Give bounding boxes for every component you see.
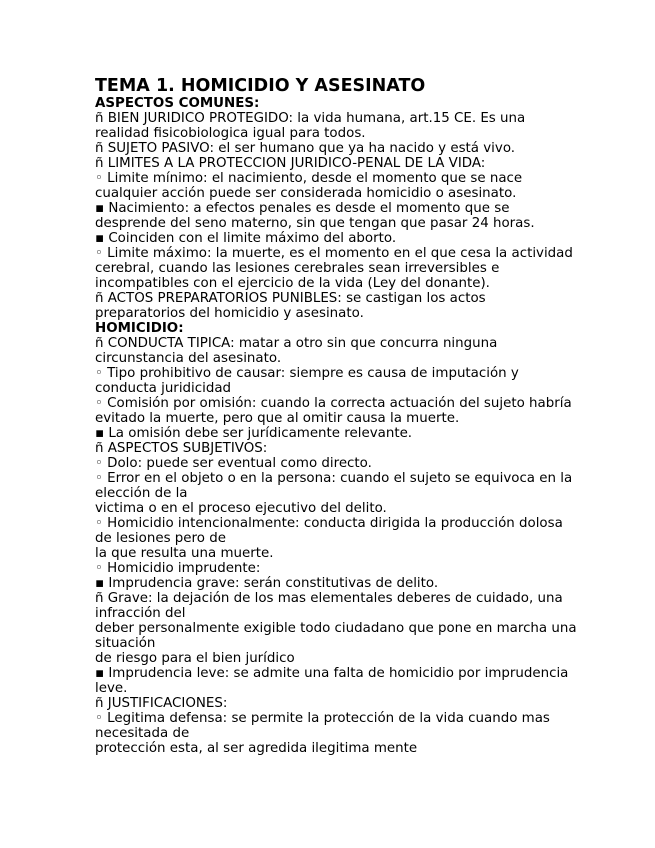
text-line: ñ BIEN JURIDICO PROTEGIDO: la vida humana, art.15 CE. Es una — [95, 111, 526, 126]
document-body — [95, 96, 577, 756]
text-line: ñ JUSTIFICACIONES: — [95, 696, 228, 711]
text-line: de lesiones pero de — [95, 531, 226, 546]
text-line: desprende del seno materno, sin que tengan que pasar 24 horas. — [95, 216, 535, 231]
text-line: cualquier acción puede ser considerada homicidio o asesinato. — [95, 186, 517, 201]
text-line: ◦ Limite mínimo: el nacimiento, desde el momento que se nace — [95, 171, 523, 186]
text-line: incompatibles con el ejercicio de la vida (Ley del donante). — [95, 276, 490, 291]
text-line: ◦ Comisión por omisión: cuando la correcta actuación del sujeto habría — [95, 396, 572, 411]
text-line: ñ LIMITES A LA PROTECCION JURIDICO-PENAL DE LA VIDA: — [95, 156, 486, 171]
text-line: ñ CONDUCTA TIPICA: matar a otro sin que concurra ninguna — [95, 336, 498, 351]
text-line: ◦ Homicidio intencionalmente: conducta dirigida la producción dolosa — [95, 516, 563, 531]
text-line: ▪ La omisión debe ser jurídicamente relevante. — [95, 426, 413, 441]
text-line: ▪ Imprudencia grave: serán constitutivas de delito. — [95, 576, 439, 591]
text-line: ◦ Legitima defensa: se permite la protección de la vida cuando mas — [95, 711, 550, 726]
text-line: evitado la muerte, pero que al omitir causa la muerte. — [95, 411, 460, 426]
text-line: ▪ Nacimiento: a efectos penales es desde el momento que se — [95, 201, 510, 216]
text-line: realidad fisicobiologica igual para todos. — [95, 126, 366, 141]
text-line: ◦ Dolo: puede ser eventual como directo. — [95, 456, 372, 471]
text-line: protección esta, al ser agredida ilegitima mente — [95, 741, 418, 756]
text-line: leve. — [95, 681, 128, 696]
text-line: infracción del — [95, 606, 186, 621]
text-line: ñ Grave: la dejación de los mas elementales deberes de cuidado, una — [95, 591, 563, 606]
document-page — [95, 76, 577, 756]
text-line: cerebral, cuando las lesiones cerebrales sean irreversibles e — [95, 261, 500, 276]
text-line: victima o en el proceso ejecutivo del delito. — [95, 501, 387, 516]
section-heading: HOMICIDIO: — [95, 321, 184, 336]
document-title: TEMA 1. HOMICIDIO Y ASESINATO — [95, 76, 426, 96]
text-line: situación — [95, 636, 156, 651]
text-line: ñ ASPECTOS SUBJETIVOS: — [95, 441, 268, 456]
text-line: ◦ Tipo prohibitivo de causar: siempre es causa de imputación y — [95, 366, 519, 381]
text-line: ◦ Homicidio imprudente: — [95, 561, 261, 576]
text-line: ñ SUJETO PASIVO: el ser humano que ya ha nacido y está vivo. — [95, 141, 516, 156]
text-line: necesitada de — [95, 726, 190, 741]
text-line: ▪ Imprudencia leve: se admite una falta de homicidio por imprudencia — [95, 666, 569, 681]
text-line: elección de la — [95, 486, 188, 501]
text-line: deber personalmente exigible todo ciudadano que pone en marcha una — [95, 621, 577, 636]
text-line: preparatorios del homicidio y asesinato. — [95, 306, 364, 321]
text-line: la que resulta una muerte. — [95, 546, 274, 561]
text-line: de riesgo para el bien jurídico — [95, 651, 295, 666]
text-line: circunstancia del asesinato. — [95, 351, 282, 366]
text-line: ▪ Coinciden con el limite máximo del aborto. — [95, 231, 397, 246]
section-heading: ASPECTOS COMUNES: — [95, 96, 260, 111]
text-line: ñ ACTOS PREPARATORIOS PUNIBLES: se castigan los actos — [95, 291, 486, 306]
text-line: conducta juridicidad — [95, 381, 232, 396]
text-line: ◦ Limite máximo: la muerte, es el momento en el que cesa la actividad — [95, 246, 573, 261]
text-line: ◦ Error en el objeto o en la persona: cuando el sujeto se equivoca en la — [95, 471, 573, 486]
